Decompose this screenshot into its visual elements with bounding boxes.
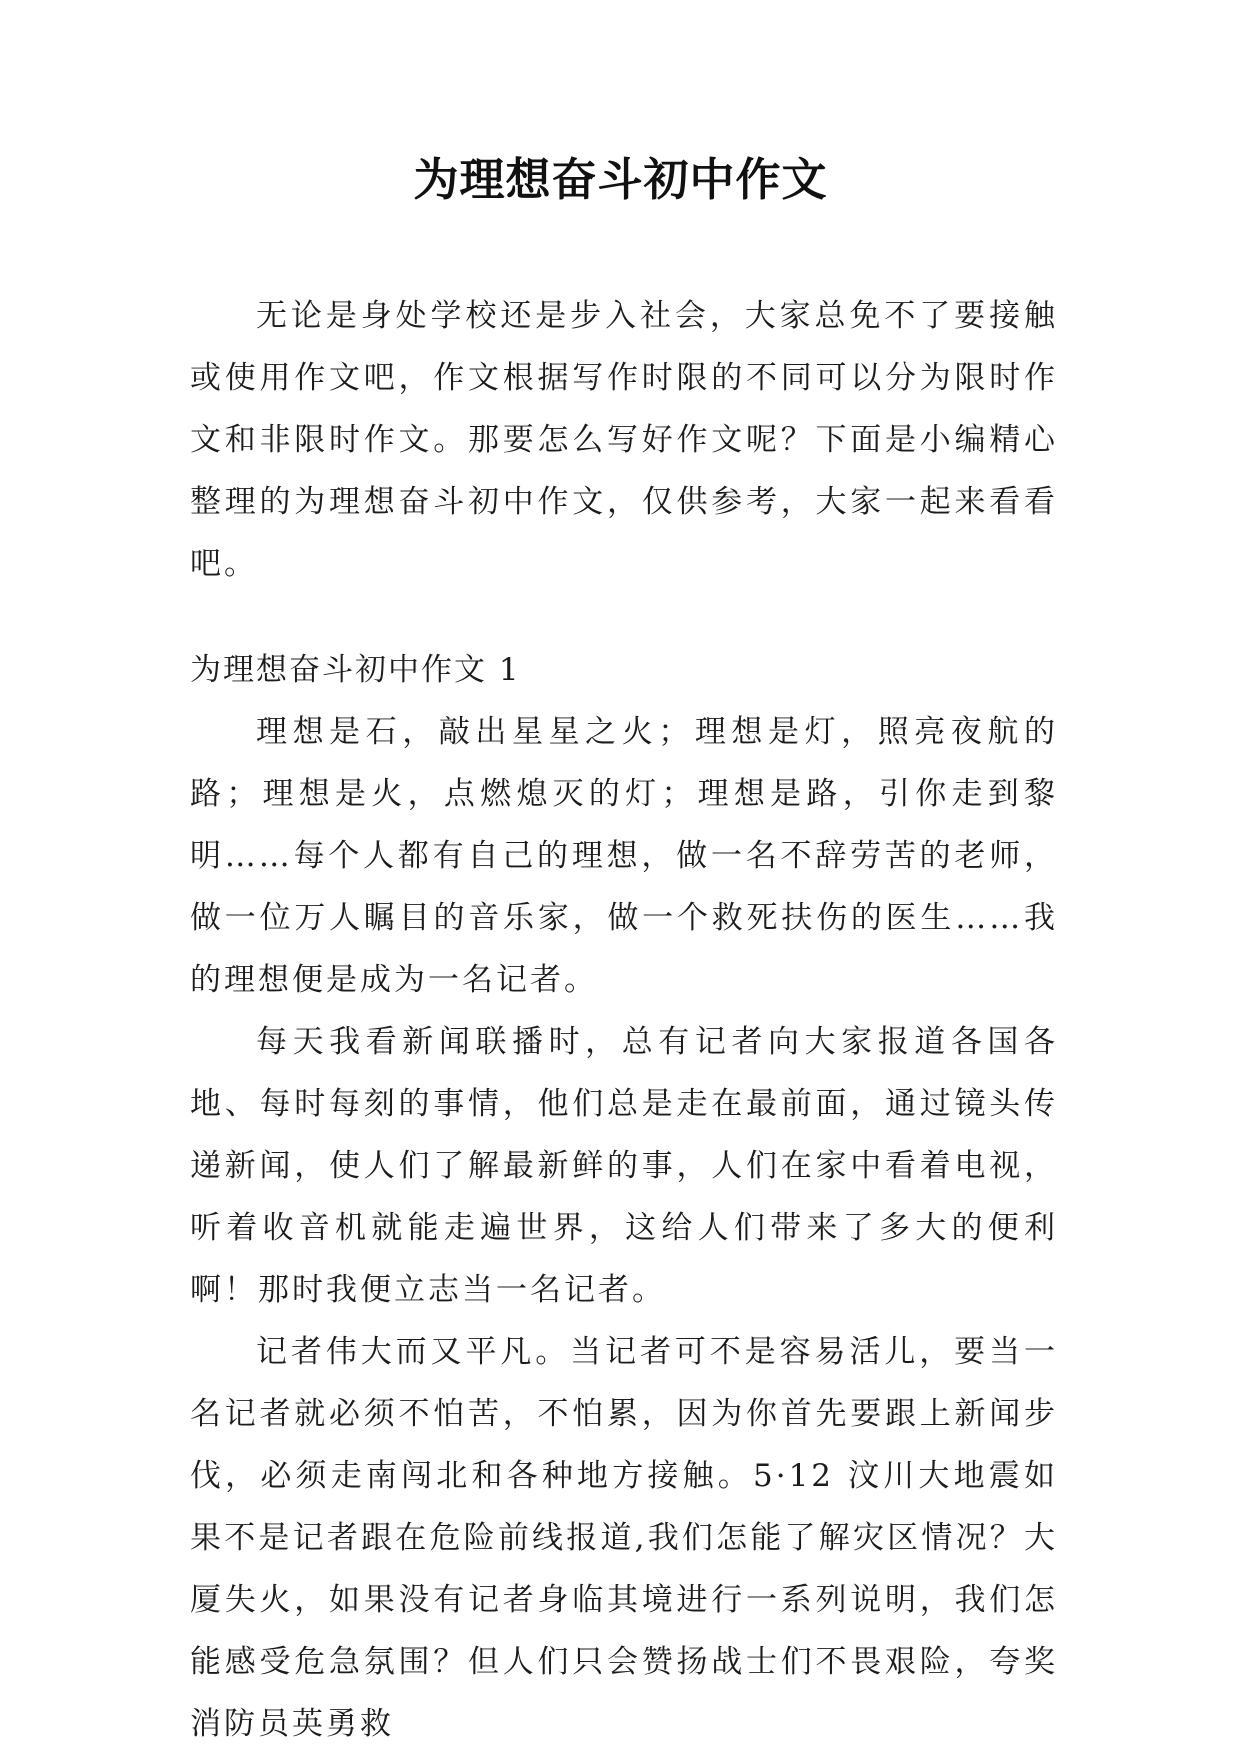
section-heading: 为理想奋斗初中作文 1 xyxy=(190,652,521,688)
body-paragraph-2: 每天我看新闻联播时，总有记者向大家报道各国各地、每时每刻的事情，他们总是走在最前面，通过镜头传递新闻，使人们了解最新鲜的事，人们在家中看着电视，听着收音机就能走遍世界，这给人们带来了多大的便利啊！那时我便立志当一名记者。 xyxy=(190,1024,1058,1308)
document-body xyxy=(190,285,1058,1755)
body-paragraph-3: 记者伟大而又平凡。当记者可不是容易活儿，要当一名记者就必须不怕苦，不怕累，因为你首先要跟上新闻步伐，必须走南闯北和各种地方接触。5·12 汶川大地震如果不是记者跟在危险前线报道,我们怎能了解灾区情况？大厦失火，如果没有记者身临其境进行一系列说明，我们怎能感受危急氛围？但人们只会赞扬战士们不畏艰险，夸奖消防员英勇救 xyxy=(190,1334,1058,1742)
intro-paragraph: 无论是身处学校还是步入社会，大家总免不了要接触或使用作文吧，作文根据写作时限的不同可以分为限时作文和非限时作文。那要怎么写好作文呢？下面是小编精心整理的为理想奋斗初中作文，仅供参考，大家一起来看看吧。 xyxy=(190,298,1058,582)
document-title: 为理想奋斗初中作文 xyxy=(413,153,828,206)
body-paragraph-1: 理想是石，敲出星星之火；理想是灯，照亮夜航的路；理想是火，点燃熄灭的灯；理想是路，引你走到黎明……每个人都有自己的理想，做一名不辞劳苦的老师，做一位万人瞩目的音乐家，做一个救死扶伤的医生……我的理想便是成为一名记者。 xyxy=(190,714,1058,998)
